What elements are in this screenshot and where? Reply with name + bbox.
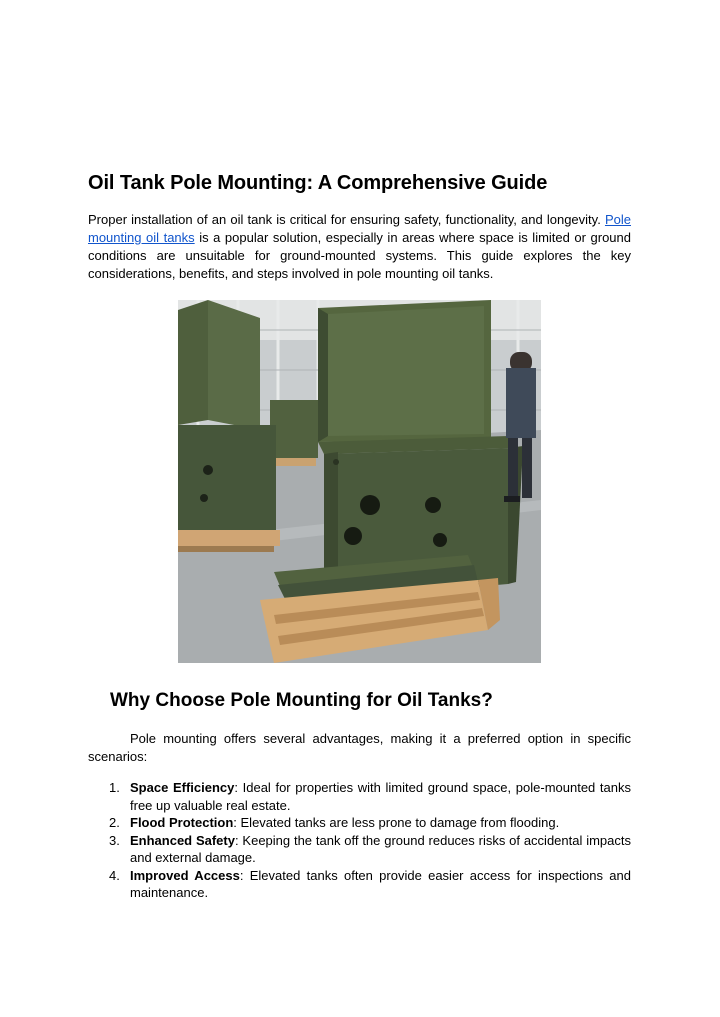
list-item — [88, 832, 631, 867]
list-item-term: Enhanced Safety — [130, 832, 235, 848]
section-heading: Why Choose Pole Mounting for Oil Tanks? — [110, 690, 493, 711]
list-item-text: : Ideal for properties with limited ground space, pole-mounted tanks free up valuable real estate. — [130, 780, 632, 813]
page-title: Oil Tank Pole Mounting: A Comprehensive Guide — [88, 172, 548, 194]
list-item-number: 3. — [109, 832, 120, 848]
list-item-number: 1. — [109, 780, 120, 795]
transformer-cabinet-photo — [178, 300, 541, 663]
list-item-number: 4. — [109, 867, 120, 883]
list-item-text: : Elevated tanks are less prone to damage from flooding. — [233, 815, 560, 830]
list-item-text: : Elevated tanks often provide easier access for inspections and maintenance. — [130, 867, 631, 900]
benefits-list — [88, 779, 631, 902]
list-item — [88, 814, 631, 832]
list-item — [88, 867, 631, 902]
list-item-term: Space Efficiency — [130, 780, 235, 795]
list-item-text: : Keeping the tank off the ground reduces risks of accidental impacts and external damage. — [130, 832, 631, 865]
intro-text-end: is a popular solution, especially in areas where space is limited or ground conditions are unsuitable for ground-mounted systems. This guide explores the key considerations, benefits, and steps involved in pole mounting oil tanks. — [88, 230, 631, 281]
list-item-term: Improved Access — [130, 867, 240, 883]
pole-mounting-oil-tanks-link[interactable]: Pole mounting oil tanks — [88, 212, 631, 245]
intro-text-start: Proper installation of an oil tank is critical for ensuring safety, functionality, and longevity. — [88, 212, 605, 227]
list-item — [88, 779, 631, 814]
section-lead-paragraph: Pole mounting offers several advantages, making it a preferred option in specific scenarios: — [88, 731, 631, 764]
list-item-number: 2. — [109, 815, 120, 830]
list-item-term: Flood Protection — [130, 815, 234, 830]
cabinet-illustration — [178, 300, 541, 663]
intro-paragraph — [88, 211, 631, 283]
